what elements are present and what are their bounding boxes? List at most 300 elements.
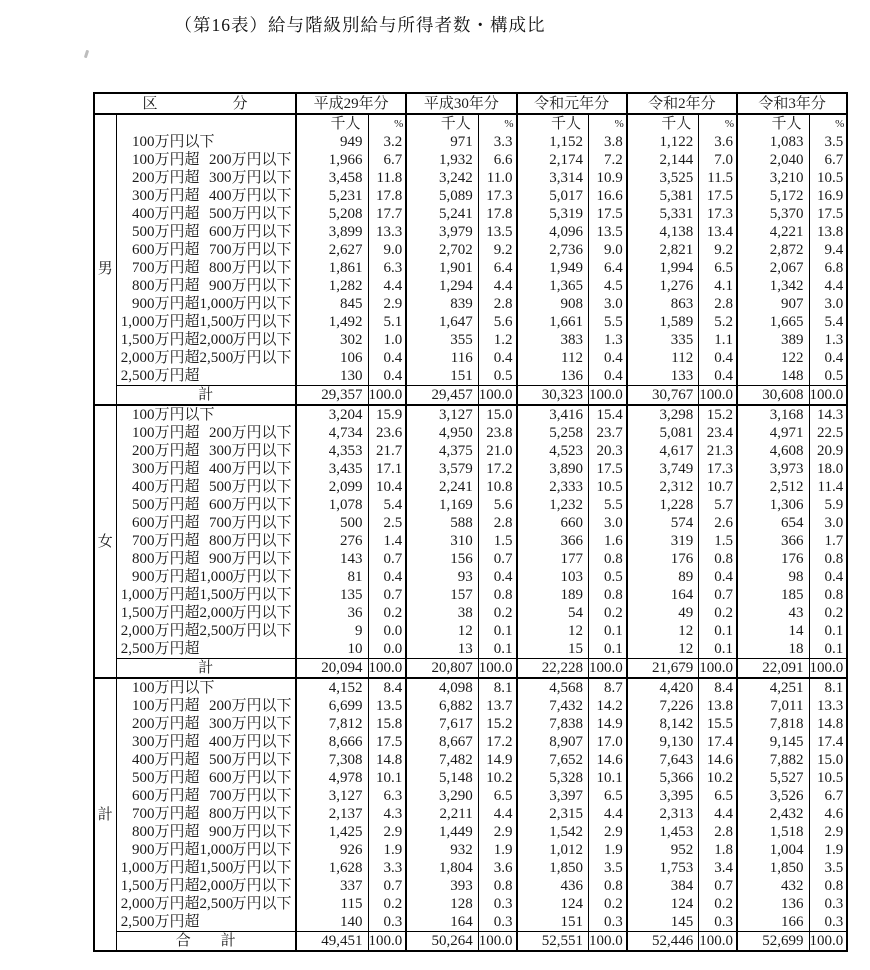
percent-cell: 100.0 xyxy=(809,659,847,679)
percent-cell: 0.1 xyxy=(478,622,516,640)
count-cell: 660 xyxy=(517,514,589,532)
lo-num: 1,500 xyxy=(120,878,155,894)
hi-unit: 万円以下 xyxy=(231,878,292,894)
lo-unit: 万円超 xyxy=(154,788,200,804)
percent-cell: 8.1 xyxy=(809,678,847,697)
percent-cell: 9.2 xyxy=(699,241,737,259)
percent-cell: 1.1 xyxy=(699,331,737,349)
count-cell: 2,174 xyxy=(517,151,589,169)
count-cell: 3,290 xyxy=(406,787,478,805)
hi-unit: 万円以下 xyxy=(231,425,292,441)
count-cell: 4,568 xyxy=(517,678,589,697)
count-cell: 4,978 xyxy=(296,769,368,787)
hi-unit: 万円以下 xyxy=(231,587,292,603)
percent-cell: 0.2 xyxy=(589,895,627,913)
kubun-header: 区 分 xyxy=(94,93,296,114)
percent-cell: 22.5 xyxy=(809,424,847,442)
bracket-label xyxy=(116,640,296,659)
percent-cell: 17.2 xyxy=(478,460,516,478)
hi-num: 900 xyxy=(209,278,232,294)
count-cell: 7,882 xyxy=(737,751,809,769)
hi-unit: 万円以下 xyxy=(231,698,292,714)
table-row xyxy=(94,313,847,331)
empty-cell xyxy=(94,114,116,133)
percent-cell: 1.9 xyxy=(589,841,627,859)
count-cell: 3,979 xyxy=(406,223,478,241)
count-cell: 337 xyxy=(296,877,368,895)
count-cell: 3,242 xyxy=(406,169,478,187)
lo-num: 1,500 xyxy=(120,332,155,348)
hi-unit: 万円以下 xyxy=(231,896,292,912)
lo-unit: 万円超 xyxy=(154,278,200,294)
percent-cell: 0.1 xyxy=(809,622,847,640)
bracket-label xyxy=(116,769,296,787)
hi-num: 200 xyxy=(209,698,232,714)
lo-unit: 万円超 xyxy=(154,623,200,639)
percent-cell: 5.5 xyxy=(589,496,627,514)
table-row xyxy=(94,550,847,568)
percent-cell: 17.3 xyxy=(699,460,737,478)
lo-unit: 万円超 xyxy=(154,842,200,858)
hi-num: 1,000 xyxy=(199,296,234,312)
hi-unit: 万円以下 xyxy=(231,842,292,858)
table-row xyxy=(94,331,847,349)
count-cell: 7,838 xyxy=(517,715,589,733)
count-cell: 5,319 xyxy=(517,205,589,223)
percent-header: % xyxy=(368,114,406,133)
count-cell: 12 xyxy=(627,640,699,659)
percent-cell: 21.3 xyxy=(699,442,737,460)
percent-cell: 5.5 xyxy=(589,313,627,331)
lo-unit: 万円超 xyxy=(154,806,200,822)
percent-cell: 17.2 xyxy=(478,733,516,751)
hi-unit: 万円以下 xyxy=(231,605,292,621)
lo-num: 300 xyxy=(132,461,155,477)
count-cell: 54 xyxy=(517,604,589,622)
lo-num: 2,000 xyxy=(120,896,155,912)
count-cell: 3,899 xyxy=(296,223,368,241)
percent-cell: 0.0 xyxy=(368,640,406,659)
count-cell: 1,850 xyxy=(517,859,589,877)
lo-unit: 万円超 xyxy=(154,479,200,495)
unit-header: 千人 xyxy=(737,114,809,133)
table-header-row xyxy=(94,93,847,114)
percent-cell: 3.3 xyxy=(368,859,406,877)
percent-cell: 0.4 xyxy=(589,367,627,386)
count-cell: 2,099 xyxy=(296,478,368,496)
lo-num: 200 xyxy=(132,716,155,732)
lo-num: 2,000 xyxy=(120,350,155,366)
hi-unit: 万円以下 xyxy=(231,206,292,222)
percent-cell: 0.1 xyxy=(589,622,627,640)
lo-unit: 万円超 xyxy=(154,698,200,714)
lo-unit: 万円超 xyxy=(154,752,200,768)
count-cell: 5,148 xyxy=(406,769,478,787)
count-cell: 3,397 xyxy=(517,787,589,805)
percent-cell: 0.2 xyxy=(368,604,406,622)
lo-unit: 万円超 xyxy=(154,260,200,276)
count-cell: 4,098 xyxy=(406,678,478,697)
percent-cell: 5.6 xyxy=(478,496,516,514)
percent-cell: 1.8 xyxy=(699,841,737,859)
percent-cell: 0.7 xyxy=(699,586,737,604)
hi-num: 400 xyxy=(209,461,232,477)
table-row xyxy=(94,895,847,913)
count-cell: 1,966 xyxy=(296,151,368,169)
lo-num: 700 xyxy=(132,260,155,276)
percent-cell: 0.7 xyxy=(699,877,737,895)
percent-cell: 13.5 xyxy=(368,697,406,715)
lo-unit: 万円以下 xyxy=(154,407,215,423)
count-cell: 4,152 xyxy=(296,678,368,697)
percent-cell: 100.0 xyxy=(809,386,847,406)
percent-cell: 17.5 xyxy=(699,187,737,205)
percent-cell: 0.7 xyxy=(368,877,406,895)
percent-cell: 0.1 xyxy=(478,640,516,659)
bracket-label xyxy=(116,331,296,349)
count-cell: 7,432 xyxy=(517,697,589,715)
bracket-label xyxy=(116,405,296,424)
bracket-label xyxy=(116,169,296,187)
bracket-label xyxy=(116,751,296,769)
percent-cell: 0.3 xyxy=(478,913,516,932)
count-cell: 1,804 xyxy=(406,859,478,877)
percent-cell: 3.8 xyxy=(589,133,627,151)
lo-num: 2,500 xyxy=(120,914,155,930)
lo-unit: 万円超 xyxy=(154,206,200,222)
percent-cell: 100.0 xyxy=(589,659,627,679)
count-cell: 9 xyxy=(296,622,368,640)
table-row xyxy=(94,424,847,442)
hi-num: 700 xyxy=(209,515,232,531)
count-cell: 1,453 xyxy=(627,823,699,841)
table-row xyxy=(94,405,847,424)
percent-cell: 6.4 xyxy=(478,259,516,277)
count-cell: 7,652 xyxy=(517,751,589,769)
count-cell: 2,067 xyxy=(737,259,809,277)
percent-cell: 2.8 xyxy=(478,295,516,313)
hi-num: 600 xyxy=(209,770,232,786)
lo-unit: 万円超 xyxy=(154,641,200,657)
count-cell: 166 xyxy=(737,913,809,932)
table-row xyxy=(94,277,847,295)
lo-unit: 万円超 xyxy=(154,896,200,912)
percent-cell: 15.0 xyxy=(478,405,516,424)
bracket-label xyxy=(116,496,296,514)
percent-cell: 15.2 xyxy=(478,715,516,733)
count-cell: 1,753 xyxy=(627,859,699,877)
lo-unit: 万円超 xyxy=(154,152,200,168)
percent-cell: 2.9 xyxy=(809,823,847,841)
hi-unit: 万円以下 xyxy=(231,260,292,276)
hi-unit: 万円以下 xyxy=(231,479,292,495)
percent-cell: 3.0 xyxy=(809,514,847,532)
count-cell: 5,381 xyxy=(627,187,699,205)
count-cell: 124 xyxy=(627,895,699,913)
unit-header: 千人 xyxy=(627,114,699,133)
percent-cell: 15.2 xyxy=(699,405,737,424)
bracket-label xyxy=(116,313,296,331)
lo-num: 100 xyxy=(132,680,155,696)
percent-cell: 0.3 xyxy=(809,895,847,913)
count-cell: 949 xyxy=(296,133,368,151)
count-cell: 6,699 xyxy=(296,697,368,715)
count-cell: 3,458 xyxy=(296,169,368,187)
count-cell: 1,518 xyxy=(737,823,809,841)
percent-header: % xyxy=(809,114,847,133)
bracket-label xyxy=(116,532,296,550)
percent-cell: 0.8 xyxy=(809,586,847,604)
subtotal-row xyxy=(94,386,847,406)
count-cell: 116 xyxy=(406,349,478,367)
bracket-label xyxy=(116,460,296,478)
count-cell: 176 xyxy=(627,550,699,568)
hi-num: 400 xyxy=(209,734,232,750)
empty-cell xyxy=(116,114,296,133)
count-cell: 136 xyxy=(517,367,589,386)
count-cell: 952 xyxy=(627,841,699,859)
count-cell: 1,083 xyxy=(737,133,809,151)
count-cell: 7,482 xyxy=(406,751,478,769)
bracket-label xyxy=(116,259,296,277)
percent-cell: 0.8 xyxy=(478,586,516,604)
percent-cell: 6.7 xyxy=(368,151,406,169)
count-cell: 5,370 xyxy=(737,205,809,223)
lo-num: 2,000 xyxy=(120,623,155,639)
count-cell: 2,241 xyxy=(406,478,478,496)
percent-cell: 11.4 xyxy=(809,478,847,496)
percent-cell: 11.0 xyxy=(478,169,516,187)
percent-cell: 0.2 xyxy=(368,895,406,913)
year-header: 令和元年分 xyxy=(517,93,627,114)
count-cell: 3,973 xyxy=(737,460,809,478)
lo-num: 400 xyxy=(132,752,155,768)
hi-unit: 万円以下 xyxy=(231,770,292,786)
percent-cell: 13.3 xyxy=(809,697,847,715)
lo-num: 800 xyxy=(132,824,155,840)
count-cell: 5,017 xyxy=(517,187,589,205)
percent-cell: 5.7 xyxy=(699,496,737,514)
count-cell: 5,089 xyxy=(406,187,478,205)
percent-cell: 17.1 xyxy=(368,460,406,478)
hi-num: 2,000 xyxy=(199,332,234,348)
group-label: 女 xyxy=(94,405,116,678)
count-cell: 49,451 xyxy=(296,932,368,952)
percent-cell: 6.4 xyxy=(589,259,627,277)
percent-cell: 15.5 xyxy=(699,715,737,733)
count-cell: 383 xyxy=(517,331,589,349)
percent-cell: 100.0 xyxy=(589,386,627,406)
percent-cell: 21.7 xyxy=(368,442,406,460)
salary-class-table xyxy=(93,92,848,952)
lo-num: 100 xyxy=(132,698,155,714)
percent-cell: 0.4 xyxy=(478,349,516,367)
percent-header: % xyxy=(478,114,516,133)
lo-num: 900 xyxy=(132,296,155,312)
count-cell: 2,144 xyxy=(627,151,699,169)
count-cell: 926 xyxy=(296,841,368,859)
percent-cell: 6.8 xyxy=(809,259,847,277)
bracket-label xyxy=(116,187,296,205)
count-cell: 189 xyxy=(517,586,589,604)
percent-cell: 3.5 xyxy=(809,859,847,877)
hi-num: 800 xyxy=(209,260,232,276)
hi-unit: 万円以下 xyxy=(231,314,292,330)
percent-cell: 0.4 xyxy=(368,349,406,367)
hi-unit: 万円以下 xyxy=(231,515,292,531)
percent-cell: 10.1 xyxy=(589,769,627,787)
count-cell: 106 xyxy=(296,349,368,367)
count-cell: 30,767 xyxy=(627,386,699,406)
lo-num: 600 xyxy=(132,788,155,804)
hi-unit: 万円以下 xyxy=(231,188,292,204)
percent-cell: 13.5 xyxy=(589,223,627,241)
percent-cell: 3.6 xyxy=(699,133,737,151)
count-cell: 335 xyxy=(627,331,699,349)
table-row xyxy=(94,622,847,640)
count-cell: 908 xyxy=(517,295,589,313)
percent-cell: 4.1 xyxy=(699,277,737,295)
count-cell: 8,666 xyxy=(296,733,368,751)
lo-unit: 万円以下 xyxy=(154,680,215,696)
count-cell: 89 xyxy=(627,568,699,586)
table-row xyxy=(94,733,847,751)
percent-cell: 6.7 xyxy=(809,787,847,805)
count-cell: 124 xyxy=(517,895,589,913)
bracket-label xyxy=(116,295,296,313)
percent-cell: 8.4 xyxy=(368,678,406,697)
hi-num: 600 xyxy=(209,497,232,513)
count-cell: 2,315 xyxy=(517,805,589,823)
lo-unit: 万円超 xyxy=(154,461,200,477)
table-row xyxy=(94,133,847,151)
table-row xyxy=(94,697,847,715)
percent-cell: 100.0 xyxy=(368,659,406,679)
percent-cell: 23.8 xyxy=(478,424,516,442)
percent-cell: 0.3 xyxy=(699,913,737,932)
table-row xyxy=(94,715,847,733)
percent-header: % xyxy=(589,114,627,133)
lo-unit: 万円超 xyxy=(154,533,200,549)
table-body xyxy=(94,133,847,951)
percent-cell: 3.3 xyxy=(478,133,516,151)
table-row xyxy=(94,841,847,859)
percent-cell: 3.5 xyxy=(809,133,847,151)
percent-cell: 0.1 xyxy=(699,622,737,640)
percent-cell: 0.8 xyxy=(809,877,847,895)
percent-cell: 0.8 xyxy=(589,877,627,895)
percent-cell: 23.4 xyxy=(699,424,737,442)
count-cell: 93 xyxy=(406,568,478,586)
count-cell: 7,643 xyxy=(627,751,699,769)
count-cell: 103 xyxy=(517,568,589,586)
count-cell: 81 xyxy=(296,568,368,586)
percent-cell: 14.9 xyxy=(478,751,516,769)
count-cell: 4,221 xyxy=(737,223,809,241)
table-row xyxy=(94,514,847,532)
percent-cell: 0.2 xyxy=(699,604,737,622)
percent-cell: 0.3 xyxy=(809,913,847,932)
lo-unit: 万円超 xyxy=(154,170,200,186)
percent-cell: 10.9 xyxy=(589,169,627,187)
hi-unit: 万円以下 xyxy=(231,551,292,567)
percent-cell: 9.2 xyxy=(478,241,516,259)
bracket-label xyxy=(116,733,296,751)
count-cell: 574 xyxy=(627,514,699,532)
percent-cell: 4.3 xyxy=(368,805,406,823)
lo-num: 600 xyxy=(132,515,155,531)
group-label: 計 xyxy=(94,678,116,951)
count-cell: 30,323 xyxy=(517,386,589,406)
subtotal-label: 合 計 xyxy=(116,932,296,952)
percent-cell: 0.2 xyxy=(699,895,737,913)
lo-unit: 万円超 xyxy=(154,878,200,894)
percent-cell: 10.8 xyxy=(478,478,516,496)
count-cell: 1,901 xyxy=(406,259,478,277)
count-cell: 2,040 xyxy=(737,151,809,169)
count-cell: 4,617 xyxy=(627,442,699,460)
count-cell: 2,512 xyxy=(737,478,809,496)
lo-num: 700 xyxy=(132,533,155,549)
count-cell: 310 xyxy=(406,532,478,550)
hi-num: 2,500 xyxy=(199,896,234,912)
percent-cell: 6.3 xyxy=(368,787,406,805)
percent-cell: 17.5 xyxy=(809,205,847,223)
table-row xyxy=(94,205,847,223)
hi-num: 600 xyxy=(209,224,232,240)
count-cell: 112 xyxy=(517,349,589,367)
bracket-label xyxy=(116,805,296,823)
table-row xyxy=(94,787,847,805)
count-cell: 366 xyxy=(517,532,589,550)
percent-cell: 4.4 xyxy=(478,277,516,295)
count-cell: 2,313 xyxy=(627,805,699,823)
hi-unit: 万円以下 xyxy=(231,332,292,348)
lo-unit: 万円超 xyxy=(154,242,200,258)
count-cell: 7,818 xyxy=(737,715,809,733)
percent-cell: 5.1 xyxy=(368,313,406,331)
percent-cell: 0.1 xyxy=(699,640,737,659)
count-cell: 20,807 xyxy=(406,659,478,679)
count-cell: 3,749 xyxy=(627,460,699,478)
table-row xyxy=(94,241,847,259)
percent-cell: 2.8 xyxy=(699,295,737,313)
lo-num: 300 xyxy=(132,734,155,750)
percent-cell: 17.7 xyxy=(368,205,406,223)
hi-num: 1,500 xyxy=(199,587,234,603)
count-cell: 145 xyxy=(627,913,699,932)
count-cell: 1,589 xyxy=(627,313,699,331)
percent-cell: 23.6 xyxy=(368,424,406,442)
lo-num: 800 xyxy=(132,551,155,567)
hi-num: 1,500 xyxy=(199,860,234,876)
lo-num: 400 xyxy=(132,479,155,495)
hi-unit: 万円以下 xyxy=(231,224,292,240)
percent-cell: 1.2 xyxy=(478,331,516,349)
percent-cell: 10.5 xyxy=(589,478,627,496)
bracket-label xyxy=(116,133,296,151)
count-cell: 1,152 xyxy=(517,133,589,151)
lo-num: 2,500 xyxy=(120,641,155,657)
table-row xyxy=(94,151,847,169)
percent-cell: 16.9 xyxy=(809,187,847,205)
lo-num: 200 xyxy=(132,443,155,459)
count-cell: 130 xyxy=(296,367,368,386)
count-cell: 3,168 xyxy=(737,405,809,424)
count-cell: 38 xyxy=(406,604,478,622)
percent-cell: 3.4 xyxy=(699,859,737,877)
lo-num: 700 xyxy=(132,806,155,822)
